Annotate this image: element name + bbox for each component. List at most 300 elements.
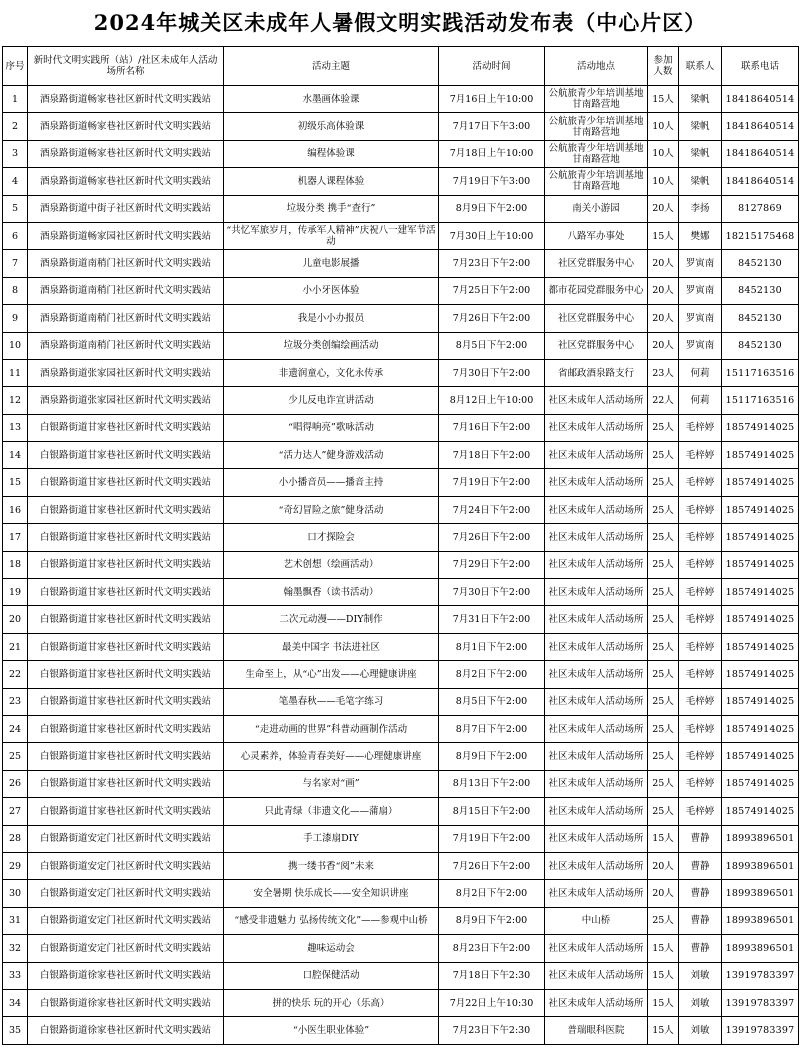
activity-location: 社区未成年人活动场所	[545, 387, 648, 414]
table-row	[3, 140, 799, 167]
venue-name: 白银路街道甘家巷社区新时代文明实践站	[28, 770, 224, 797]
activity-time: 7月31日下午2:00	[439, 606, 545, 633]
contact-person: 刘敏	[679, 989, 722, 1016]
table-row	[3, 222, 799, 249]
venue-name: 酒泉路街道南稍门社区新时代文明实践站	[28, 277, 224, 304]
participant-count: 25人	[648, 661, 679, 688]
activity-theme: 艺术创想（绘画活动）	[224, 551, 439, 578]
activity-location: 社区党群服务中心	[545, 305, 648, 332]
activity-time: 7月30日下午2:00	[439, 359, 545, 386]
contact-person: 曹静	[679, 907, 722, 934]
venue-name: 酒泉路街道南稍门社区新时代文明实践站	[28, 305, 224, 332]
column-header: 活动时间	[439, 47, 545, 86]
activity-time: 7月25日下午2:00	[439, 277, 545, 304]
participant-count: 25人	[648, 551, 679, 578]
participant-count: 25人	[648, 715, 679, 742]
contact-phone: 18215175468	[722, 222, 799, 249]
contact-person: 刘敏	[679, 1017, 722, 1044]
row-number: 12	[3, 387, 28, 414]
activity-theme: 水墨画体验课	[224, 86, 439, 113]
activity-location: 社区未成年人活动场所	[545, 798, 648, 825]
activity-location: 社区未成年人活动场所	[545, 935, 648, 962]
contact-phone: 18574914025	[722, 551, 799, 578]
activity-time: 7月24日下午2:00	[439, 496, 545, 523]
contact-person: 曹静	[679, 825, 722, 852]
column-header: 参加人数	[648, 47, 679, 86]
activity-location: 社区未成年人活动场所	[545, 579, 648, 606]
row-number: 5	[3, 195, 28, 222]
row-number: 11	[3, 359, 28, 386]
activity-time: 7月30日下午2:00	[439, 579, 545, 606]
venue-name: 白银路街道安定门社区新时代文明实践站	[28, 935, 224, 962]
contact-person: 毛梓婷	[679, 661, 722, 688]
contact-person: 何莉	[679, 359, 722, 386]
table-row	[3, 387, 799, 414]
participant-count: 25人	[648, 633, 679, 660]
row-number: 14	[3, 442, 28, 469]
row-number: 23	[3, 688, 28, 715]
contact-phone: 18574914025	[722, 579, 799, 606]
table-row	[3, 414, 799, 441]
row-number: 35	[3, 1017, 28, 1044]
activity-theme: “活力达人”健身游戏活动	[224, 442, 439, 469]
contact-person: 毛梓婷	[679, 715, 722, 742]
table-row	[3, 606, 799, 633]
contact-phone: 18993896501	[722, 935, 799, 962]
participant-count: 15人	[648, 935, 679, 962]
activity-theme: 小小播音员——播音主持	[224, 469, 439, 496]
column-header: 联系人	[679, 47, 722, 86]
table-row	[3, 661, 799, 688]
row-number: 18	[3, 551, 28, 578]
contact-phone: 18993896501	[722, 825, 799, 852]
venue-name: 酒泉路街道张家园社区新时代文明实践站	[28, 387, 224, 414]
activity-location: 社区未成年人活动场所	[545, 989, 648, 1016]
table-row	[3, 305, 799, 332]
activity-location: 社区未成年人活动场所	[545, 551, 648, 578]
venue-name: 酒泉路街道畅家巷社区新时代文明实践站	[28, 86, 224, 113]
participant-count: 15人	[648, 86, 679, 113]
contact-phone: 18993896501	[722, 907, 799, 934]
contact-phone: 18993896501	[722, 880, 799, 907]
contact-phone: 18418640514	[722, 140, 799, 167]
participant-count: 15人	[648, 962, 679, 989]
row-number: 24	[3, 715, 28, 742]
activity-location: 社区未成年人活动场所	[545, 962, 648, 989]
venue-name: 白银路街道甘家巷社区新时代文明实践站	[28, 579, 224, 606]
contact-phone: 8452130	[722, 250, 799, 277]
activity-time: 7月19日下午3:00	[439, 168, 545, 195]
row-number: 9	[3, 305, 28, 332]
activity-theme: 初级乐高体验课	[224, 113, 439, 140]
venue-name: 酒泉路街道中街子社区新时代文明实践站	[28, 195, 224, 222]
row-number: 13	[3, 414, 28, 441]
activity-location: 社区未成年人活动场所	[545, 606, 648, 633]
contact-person: 曹静	[679, 880, 722, 907]
activity-theme: 携一缕书香“阅”未来	[224, 852, 439, 879]
row-number: 25	[3, 743, 28, 770]
table-row	[3, 86, 799, 113]
activity-theme: 垃圾分类创编绘画活动	[224, 332, 439, 359]
row-number: 28	[3, 825, 28, 852]
activity-time: 8月7日下午2:00	[439, 715, 545, 742]
venue-name: 白银路街道安定门社区新时代文明实践站	[28, 852, 224, 879]
row-number: 31	[3, 907, 28, 934]
participant-count: 25人	[648, 688, 679, 715]
participant-count: 15人	[648, 825, 679, 852]
activity-table	[2, 46, 799, 1045]
activity-theme: 编程体验课	[224, 140, 439, 167]
row-number: 27	[3, 798, 28, 825]
contact-person: 何莉	[679, 387, 722, 414]
activity-theme: 拼的快乐 玩的开心（乐高）	[224, 989, 439, 1016]
activity-theme: “奇幻冒险之旅”健身活动	[224, 496, 439, 523]
table-row	[3, 277, 799, 304]
venue-name: 白银路街道甘家巷社区新时代文明实践站	[28, 496, 224, 523]
activity-location: 社区未成年人活动场所	[545, 442, 648, 469]
venue-name: 白银路街道徐家巷社区新时代文明实践站	[28, 962, 224, 989]
contact-phone: 18574914025	[722, 661, 799, 688]
row-number: 20	[3, 606, 28, 633]
activity-time: 7月29日下午2:00	[439, 551, 545, 578]
table-row	[3, 442, 799, 469]
activity-theme: 笔墨春秋——毛笔字练习	[224, 688, 439, 715]
participant-count: 10人	[648, 168, 679, 195]
activity-theme: 心灵素养，体验青春美好——心理健康讲座	[224, 743, 439, 770]
column-header: 联系电话	[722, 47, 799, 86]
table-row	[3, 195, 799, 222]
activity-location: 社区未成年人活动场所	[545, 715, 648, 742]
header-row	[3, 47, 799, 86]
contact-phone: 13919783397	[722, 1017, 799, 1044]
row-number: 16	[3, 496, 28, 523]
contact-person: 曹静	[679, 935, 722, 962]
activity-theme: 口腔保健活动	[224, 962, 439, 989]
table-row	[3, 332, 799, 359]
contact-phone: 18574914025	[722, 414, 799, 441]
activity-theme: 口才探险会	[224, 524, 439, 551]
contact-person: 梁帆	[679, 140, 722, 167]
contact-phone: 18574914025	[722, 715, 799, 742]
contact-person: 罗寅南	[679, 250, 722, 277]
row-number: 17	[3, 524, 28, 551]
row-number: 29	[3, 852, 28, 879]
row-number: 21	[3, 633, 28, 660]
table-row	[3, 579, 799, 606]
venue-name: 白银路街道甘家巷社区新时代文明实践站	[28, 551, 224, 578]
row-number: 3	[3, 140, 28, 167]
activity-location: 社区未成年人活动场所	[545, 880, 648, 907]
venue-name: 白银路街道甘家巷社区新时代文明实践站	[28, 743, 224, 770]
participant-count: 20人	[648, 195, 679, 222]
table-row	[3, 1017, 799, 1044]
activity-theme: 垃圾分类 携手“查行”	[224, 195, 439, 222]
activity-time: 7月26日下午2:00	[439, 524, 545, 551]
contact-person: 梁帆	[679, 113, 722, 140]
contact-phone: 8452130	[722, 332, 799, 359]
contact-person: 毛梓婷	[679, 496, 722, 523]
activity-theme: “共忆军旅岁月，传承军人精神”庆祝八一建军节活动	[224, 222, 439, 249]
contact-phone: 18574914025	[722, 798, 799, 825]
venue-name: 酒泉路街道畅家巷社区新时代文明实践站	[28, 140, 224, 167]
table-row	[3, 633, 799, 660]
contact-person: 梁帆	[679, 168, 722, 195]
table-row	[3, 989, 799, 1016]
participant-count: 22人	[648, 387, 679, 414]
participant-count: 25人	[648, 524, 679, 551]
activity-time: 7月22日上午10:30	[439, 989, 545, 1016]
activity-time: 8月9日下午2:00	[439, 743, 545, 770]
table-row	[3, 469, 799, 496]
table-row	[3, 798, 799, 825]
activity-location: 公航旅青少年培训基地甘南路营地	[545, 168, 648, 195]
contact-phone: 18418640514	[722, 86, 799, 113]
contact-person: 毛梓婷	[679, 551, 722, 578]
activity-location: 社区未成年人活动场所	[545, 743, 648, 770]
activity-time: 7月26日下午2:00	[439, 305, 545, 332]
activity-time: 8月12日上午10:00	[439, 387, 545, 414]
contact-phone: 18574914025	[722, 770, 799, 797]
activity-theme: 少儿反电诈宣讲活动	[224, 387, 439, 414]
table-row	[3, 743, 799, 770]
activity-time: 8月15日下午2:00	[439, 798, 545, 825]
contact-phone: 18574914025	[722, 743, 799, 770]
activity-theme: 生命至上，从“心”出发——心理健康讲座	[224, 661, 439, 688]
participant-count: 10人	[648, 113, 679, 140]
activity-time: 8月23日下午2:00	[439, 935, 545, 962]
contact-phone: 18574914025	[722, 469, 799, 496]
contact-person: 毛梓婷	[679, 770, 722, 797]
participant-count: 23人	[648, 359, 679, 386]
table-row	[3, 825, 799, 852]
activity-location: 社区党群服务中心	[545, 250, 648, 277]
row-number: 19	[3, 579, 28, 606]
activity-theme: 安全暑期 快乐成长——安全知识讲座	[224, 880, 439, 907]
activity-location: 都市花园党群服务中心	[545, 277, 648, 304]
activity-theme: 机器人课程体验	[224, 168, 439, 195]
contact-person: 罗寅南	[679, 277, 722, 304]
participant-count: 25人	[648, 496, 679, 523]
activity-time: 8月9日下午2:00	[439, 907, 545, 934]
activity-location: 社区未成年人活动场所	[545, 469, 648, 496]
participant-count: 20人	[648, 852, 679, 879]
venue-name: 白银路街道甘家巷社区新时代文明实践站	[28, 606, 224, 633]
table-row	[3, 935, 799, 962]
contact-phone: 18574914025	[722, 688, 799, 715]
table-row	[3, 168, 799, 195]
row-number: 2	[3, 113, 28, 140]
activity-location: 社区未成年人活动场所	[545, 688, 648, 715]
contact-person: 毛梓婷	[679, 606, 722, 633]
row-number: 15	[3, 469, 28, 496]
activity-location: 省邮政酒泉路支行	[545, 359, 648, 386]
participant-count: 25人	[648, 579, 679, 606]
venue-name: 白银路街道安定门社区新时代文明实践站	[28, 825, 224, 852]
contact-phone: 8452130	[722, 277, 799, 304]
table-body	[3, 86, 799, 1045]
activity-theme: 二次元动漫——DIY制作	[224, 606, 439, 633]
activity-theme: 翰墨飘香（读书活动）	[224, 579, 439, 606]
activity-time: 7月19日下午2:00	[439, 469, 545, 496]
participant-count: 25人	[648, 606, 679, 633]
activity-theme: 手工漆扇DIY	[224, 825, 439, 852]
activity-location: 中山桥	[545, 907, 648, 934]
activity-time: 7月16日下午2:00	[439, 414, 545, 441]
participant-count: 20人	[648, 332, 679, 359]
contact-phone: 8452130	[722, 305, 799, 332]
activity-location: 公航旅青少年培训基地甘南路营地	[545, 113, 648, 140]
participant-count: 15人	[648, 1017, 679, 1044]
activity-location: 社区未成年人活动场所	[545, 496, 648, 523]
venue-name: 白银路街道甘家巷社区新时代文明实践站	[28, 524, 224, 551]
activity-location: 南关小游园	[545, 195, 648, 222]
contact-person: 毛梓婷	[679, 633, 722, 660]
venue-name: 白银路街道安定门社区新时代文明实践站	[28, 907, 224, 934]
row-number: 34	[3, 989, 28, 1016]
participant-count: 20人	[648, 250, 679, 277]
activity-time: 8月13日下午2:00	[439, 770, 545, 797]
activity-theme: “走进动画的世界”科普动画制作活动	[224, 715, 439, 742]
activity-time: 7月18日下午2:00	[439, 442, 545, 469]
table-row	[3, 551, 799, 578]
venue-name: 酒泉路街道畅家巷社区新时代文明实践站	[28, 113, 224, 140]
contact-person: 毛梓婷	[679, 688, 722, 715]
table-row	[3, 688, 799, 715]
participant-count: 15人	[648, 222, 679, 249]
contact-phone: 18418640514	[722, 113, 799, 140]
venue-name: 白银路街道安定门社区新时代文明实践站	[28, 880, 224, 907]
contact-phone: 18574914025	[722, 524, 799, 551]
activity-location: 公航旅青少年培训基地甘南路营地	[545, 86, 648, 113]
venue-name: 白银路街道甘家巷社区新时代文明实践站	[28, 633, 224, 660]
activity-time: 8月2日下午2:00	[439, 880, 545, 907]
contact-person: 毛梓婷	[679, 579, 722, 606]
participant-count: 25人	[648, 414, 679, 441]
venue-name: 白银路街道甘家巷社区新时代文明实践站	[28, 661, 224, 688]
contact-phone: 18574914025	[722, 496, 799, 523]
participant-count: 25人	[648, 743, 679, 770]
contact-person: 曹静	[679, 852, 722, 879]
venue-name: 白银路街道甘家巷社区新时代文明实践站	[28, 715, 224, 742]
activity-time: 7月23日下午2:30	[439, 1017, 545, 1044]
venue-name: 酒泉路街道南稍门社区新时代文明实践站	[28, 250, 224, 277]
activity-location: 社区未成年人活动场所	[545, 770, 648, 797]
venue-name: 白银路街道甘家巷社区新时代文明实践站	[28, 414, 224, 441]
row-number: 33	[3, 962, 28, 989]
table-row	[3, 715, 799, 742]
row-number: 4	[3, 168, 28, 195]
table-row	[3, 359, 799, 386]
activity-location: 八路军办事处	[545, 222, 648, 249]
row-number: 8	[3, 277, 28, 304]
activity-theme: 非遗润童心，文化永传承	[224, 359, 439, 386]
activity-time: 8月1日下午2:00	[439, 633, 545, 660]
activity-location: 社区未成年人活动场所	[545, 825, 648, 852]
activity-location: 社区未成年人活动场所	[545, 633, 648, 660]
activity-theme: 儿童电影展播	[224, 250, 439, 277]
table-row	[3, 113, 799, 140]
contact-person: 罗寅南	[679, 332, 722, 359]
activity-time: 8月5日下午2:00	[439, 332, 545, 359]
venue-name: 白银路街道甘家巷社区新时代文明实践站	[28, 798, 224, 825]
column-header: 活动主题	[224, 47, 439, 86]
row-number: 1	[3, 86, 28, 113]
contact-person: 毛梓婷	[679, 798, 722, 825]
contact-phone: 18574914025	[722, 606, 799, 633]
participant-count: 20人	[648, 277, 679, 304]
table-row	[3, 496, 799, 523]
activity-theme: “感受非遗魅力 弘扬传统文化”——参观中山桥	[224, 907, 439, 934]
row-number: 26	[3, 770, 28, 797]
activity-time: 7月19日下午2:00	[439, 825, 545, 852]
activity-theme: 趣味运动会	[224, 935, 439, 962]
activity-theme: 我是小小办报员	[224, 305, 439, 332]
table-row	[3, 852, 799, 879]
contact-phone: 18574914025	[722, 442, 799, 469]
activity-theme: 与名家对“画”	[224, 770, 439, 797]
row-number: 6	[3, 222, 28, 249]
participant-count: 20人	[648, 305, 679, 332]
activity-time: 8月5日下午2:00	[439, 688, 545, 715]
venue-name: 酒泉路街道畅家园社区新时代文明实践站	[28, 222, 224, 249]
contact-phone: 15117163516	[722, 387, 799, 414]
table-row	[3, 907, 799, 934]
activity-time: 7月17日下午3:00	[439, 113, 545, 140]
activity-theme: 小小牙医体验	[224, 277, 439, 304]
row-number: 10	[3, 332, 28, 359]
activity-location: 公航旅青少年培训基地甘南路营地	[545, 140, 648, 167]
activity-time: 7月23日下午2:00	[439, 250, 545, 277]
activity-location: 社区未成年人活动场所	[545, 414, 648, 441]
venue-name: 白银路街道徐家巷社区新时代文明实践站	[28, 989, 224, 1016]
participant-count: 25人	[648, 469, 679, 496]
table-row	[3, 770, 799, 797]
activity-location: 社区未成年人活动场所	[545, 852, 648, 879]
activity-time: 7月26日下午2:00	[439, 852, 545, 879]
participant-count: 25人	[648, 770, 679, 797]
venue-name: 酒泉路街道畅家巷社区新时代文明实践站	[28, 168, 224, 195]
contact-phone: 18574914025	[722, 633, 799, 660]
venue-name: 白银路街道甘家巷社区新时代文明实践站	[28, 688, 224, 715]
participant-count: 15人	[648, 989, 679, 1016]
activity-theme: 只此青绿（非遗文化——蒲扇）	[224, 798, 439, 825]
contact-person: 李扬	[679, 195, 722, 222]
contact-person: 樊娜	[679, 222, 722, 249]
contact-person: 梁帆	[679, 86, 722, 113]
contact-phone: 18418640514	[722, 168, 799, 195]
participant-count: 20人	[648, 880, 679, 907]
table-row	[3, 524, 799, 551]
activity-time: 7月30日上午10:00	[439, 222, 545, 249]
contact-phone: 15117163516	[722, 359, 799, 386]
column-header: 新时代文明实践所（站）/社区未成年人活动场所名称	[28, 47, 224, 86]
contact-person: 毛梓婷	[679, 469, 722, 496]
table-row	[3, 962, 799, 989]
activity-time: 7月18日下午2:30	[439, 962, 545, 989]
activity-theme: “小医生职业体验”	[224, 1017, 439, 1044]
activity-time: 8月9日下午2:00	[439, 195, 545, 222]
activity-theme: 最美中国字 书法进社区	[224, 633, 439, 660]
activity-location: 社区未成年人活动场所	[545, 661, 648, 688]
venue-name: 酒泉路街道张家园社区新时代文明实践站	[28, 359, 224, 386]
contact-phone: 13919783397	[722, 962, 799, 989]
contact-person: 刘敏	[679, 962, 722, 989]
contact-phone: 8127869	[722, 195, 799, 222]
row-number: 30	[3, 880, 28, 907]
activity-time: 7月16日上午10:00	[439, 86, 545, 113]
activity-location: 社区党群服务中心	[545, 332, 648, 359]
contact-person: 毛梓婷	[679, 743, 722, 770]
